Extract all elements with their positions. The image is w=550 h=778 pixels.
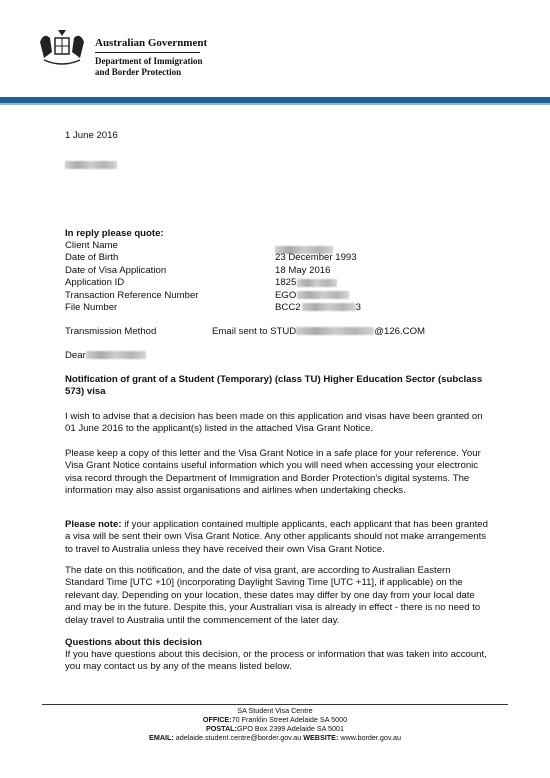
footer-office [0,715,550,724]
office-label: OFFICE: [202,715,232,724]
field-label: Transaction Reference Number [65,289,199,301]
transmission-value [212,326,425,338]
field-value: 1825 [275,277,297,289]
salutation-text: Dear [65,350,86,361]
field-value: 23 December 1993 [275,252,357,264]
paragraph-3 [65,519,490,556]
postal-address: GPO Box 2399 Adelaide SA 5001 [236,724,345,733]
department-line-2: and Border Protection [95,67,182,77]
footer-divider [42,704,508,705]
office-address: 70 Franklin Street Adelaide SA 5000 [231,715,348,724]
footer-centre: SA Student Visa Centre [237,706,313,715]
department-name [95,56,202,78]
field-label: Client Name [65,240,118,251]
file-number-value [275,302,361,314]
department-line-1: Department of Immigration [95,56,203,66]
paragraph-5: If you have questions about this decision, or the process or information that was taken into account, you may contact us by any of the means listed below. [65,649,487,673]
government-title: Australian Government [95,37,208,49]
recipient-name-redacted [65,156,117,174]
paragraph-2: Please keep a copy of this letter and the Visa Grant Notice in a safe place for your reference. Your Visa Grant Notice contains useful information which you will need when accessing your electronic visa record through the Department of Immigration and Border Protection's digital systems. The information may also assist organisations and airlines when undertaking checks. [65,448,481,497]
letter-date: 1 June 2016 [65,130,118,141]
postal-label: POSTAL: [205,724,237,733]
file-number-tail: 3 [355,302,361,313]
footer-contact [0,733,550,742]
field-label: Application ID [65,277,125,289]
field-value: BCC2 [275,302,301,313]
paragraph-1: I wish to advise that a decision has been made on this application and visas have been granted on 01 June 2016 to the applicant(s) listed in the attached Visa Grant Notice. [65,411,483,435]
header-divider [95,52,200,53]
field-value: EGO [275,289,297,301]
coat-of-arms-logo [38,28,86,68]
transmission-prefix: Email sent to STUD [212,326,297,337]
field-label: File Number [65,302,118,313]
website-link[interactable]: www.border.gov.au [338,733,401,742]
email-link[interactable]: adelaide.student.centre@border.gov.au [173,733,304,742]
subject-heading: Notification of grant of a Student (Temporary) (class TU) Higher Education Sector (subclass 573) visa [65,374,483,398]
application-id-value [275,277,337,289]
footer-postal [0,724,550,733]
paragraph-4: The date on this notification, and the date of visa grant, are according to Australian Eastern Standard Time [UTC +10] (incorporating Daylight Saving Time [UTC +11], if applicable) on the relevant day. Depending on your location, these dates may differ by one day from your local date and may be in the future. Despite this, your Australian visa is already in effect - there is no need to delay travel to Australia until the commencement of the later day. [65,565,481,626]
reply-heading: In reply please quote: [65,228,164,239]
header-band-light [0,103,550,105]
email-label: EMAIL: [149,733,174,742]
website-label: WEBSITE: [303,733,339,742]
field-label: Date of Birth [65,252,119,264]
transmission-label: Transmission Method [65,326,157,337]
salutation [65,350,146,362]
field-label: Date of Visa Application [65,264,167,276]
transmission-suffix: @126.COM [374,326,426,337]
field-value: 18 May 2016 [275,264,331,276]
please-note-label: Please note: [65,519,122,530]
paragraph-3-text: if your application contained multiple applicants, each applicant that has been granted a visa will be sent their own Visa Grant Notice. Any other applicants should not make arrangements to travel to Australia unless they have received their own Visa Grant Notice. [65,519,488,555]
trn-value [275,290,349,302]
questions-heading: Questions about this decision [65,637,202,648]
